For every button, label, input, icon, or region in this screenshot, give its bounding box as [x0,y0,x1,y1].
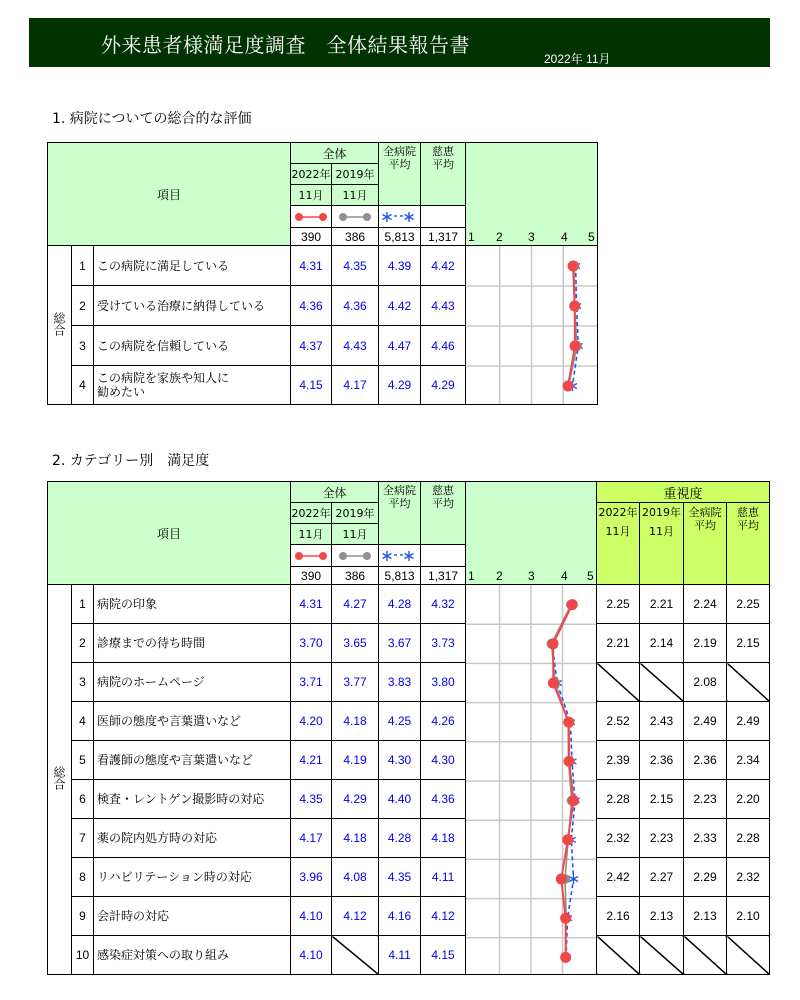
not-applicable-cell [597,936,640,975]
importance-value: 2.36 [684,741,727,780]
importance-value: 2.13 [684,897,727,936]
importance-value: 2.23 [684,780,727,819]
report-banner [29,18,770,67]
all-hospital-avg-header: 全病院 平均 [379,482,421,545]
col-2019-month: 11月 [332,524,379,545]
importance-value: 2.28 [597,780,640,819]
table-row: 3 この病院を信頼している 4.37 4.43 4.47 4.46 [48,326,598,366]
row-label: 医師の態度や言葉遣いなど [94,702,291,741]
gray-dot-line-icon [338,551,372,561]
col-2019-month: 11月 [332,185,379,206]
col-2022-month: 11月 [291,524,332,545]
row-label: 病院のホームページ [94,663,291,702]
line-chart-plot [466,585,596,975]
importance-value: 2.25 [727,585,770,624]
importance-value: 2.15 [727,624,770,663]
table-row: 4 医師の態度や言葉遣いなど 4.20 4.18 4.25 4.26 2.52 2.43 2.49 2.49 [48,702,770,741]
importance-value: 2.19 [684,624,727,663]
importance-value: 2.29 [684,858,727,897]
jikei-avg-header: 慈恵 平均 [421,143,466,206]
count-2019: 386 [332,228,379,246]
importance-value: 2.15 [640,780,684,819]
importance-header: 重視度 [597,482,770,503]
importance-value: 2.23 [640,819,684,858]
table-row: 9 会計時の対応 4.10 4.12 4.16 4.12 2.16 2.13 2.13 2.10 [48,897,770,936]
importance-value: 2.16 [597,897,640,936]
group-label: 総合 [48,585,72,975]
not-applicable-cell [640,663,684,702]
table-row: 4 この病院を家族や知人に 勧めたい 4.15 4.17 4.29 4.29 [48,366,598,405]
legend-2019 [332,545,379,567]
count-2022: 390 [291,567,332,585]
importance-value: 2.10 [727,897,770,936]
all-hospital-avg-header: 全病院 平均 [379,143,421,206]
importance-value: 2.08 [684,663,727,702]
category-chart [466,585,597,975]
table-row: 総合 1 病院の印象 4.31 4.27 4.28 4.32 2.25 2.21 2.24 2.25 [48,585,770,624]
importance-value: 2.42 [597,858,640,897]
col-2022-year: 2022年 [291,164,332,185]
importance-value: 2.49 [684,702,727,741]
row-label: リハビリテーション時の対応 [94,858,291,897]
row-label: 診療までの待ち時間 [94,624,291,663]
line-chart-plot [466,246,597,405]
importance-value: 2.13 [640,897,684,936]
chart-axis-header [466,143,598,246]
col-2019-year: 2019年 [332,503,379,524]
row-label: 病院の印象 [94,585,291,624]
col-2022-year: 2022年 [291,503,332,524]
chart-axis-header [466,482,597,585]
imp-col-all-hospital: 全病院 平均 [684,503,727,585]
row-label: 看護師の態度や言葉遣いなど [94,741,291,780]
count-2019: 386 [332,567,379,585]
row-label: 受けている治療に納得している [94,286,291,326]
not-applicable-cell [727,663,770,702]
table-row: 総合 1 この病院に満足している 4.31 4.35 4.39 4.42 [48,246,598,286]
category-satisfaction-table [47,481,770,975]
row-label: 感染症対策への取り組み [94,936,291,975]
gray-dot-line-icon [338,212,372,222]
item-header: 項目 [48,143,291,246]
satisfaction-chart [466,246,598,405]
table-row: 2 診療までの待ち時間 3.70 3.65 3.67 3.73 2.21 2.14 2.19 2.15 [48,624,770,663]
legend-jikei-empty [421,545,466,567]
importance-value: 2.32 [597,819,640,858]
row-label: 検査・レントゲン撮影時の対応 [94,780,291,819]
legend-all-hospital [379,545,421,567]
overall-header: 全体 [291,482,379,503]
imp-col-2022: 2022年 11月 [597,503,640,585]
importance-value: 2.36 [640,741,684,780]
section1-title: 1. 病院についての総合的な評価 [52,111,252,127]
count-2022: 390 [291,228,332,246]
importance-value: 2.14 [640,624,684,663]
importance-value: 2.27 [640,858,684,897]
col-2022-month: 11月 [291,185,332,206]
row-label: 薬の院内処方時の対応 [94,819,291,858]
red-dot-line-icon [294,551,328,561]
item-header: 項目 [48,482,291,585]
importance-value: 2.21 [597,624,640,663]
overall-header: 全体 [291,143,379,164]
importance-value: 2.52 [597,702,640,741]
section2-title: 2. カテゴリー別 満足度 [52,453,210,469]
table-row: 8 リハビリテーション時の対応 3.96 4.08 4.35 4.11 2.42 2.27 2.29 2.32 [48,858,770,897]
count-all-hospital: 5,813 [379,228,421,246]
importance-value: 2.28 [727,819,770,858]
row-label: この病院を信頼している [94,326,291,366]
importance-value: 2.32 [727,858,770,897]
table-row: 5 看護師の態度や言葉遣いなど 4.21 4.19 4.30 4.30 2.39 2.36 2.36 2.34 [48,741,770,780]
row-label: この病院に満足している [94,246,291,286]
importance-value: 2.21 [640,585,684,624]
blue-asterisk-dash-icon [382,211,416,223]
not-applicable-cell [597,663,640,702]
importance-value: 2.33 [684,819,727,858]
table-row: 6 検査・レントゲン撮影時の対応 4.35 4.29 4.40 4.36 2.28 2.15 2.23 2.20 [48,780,770,819]
importance-value: 2.39 [597,741,640,780]
importance-value: 2.49 [727,702,770,741]
importance-value: 2.25 [597,585,640,624]
not-applicable-cell [640,936,684,975]
not-applicable-cell [332,936,379,975]
jikei-avg-header: 慈恵 平均 [421,482,466,545]
report-title: 外来患者様満足度調査 全体結果報告書 [101,33,470,57]
not-applicable-cell [684,936,727,975]
imp-col-2019: 2019年 11月 [640,503,684,585]
importance-value: 2.24 [684,585,727,624]
not-applicable-cell [727,936,770,975]
count-all-hospital: 5,813 [379,567,421,585]
legend-2022 [291,206,332,228]
overall-evaluation-table [47,142,598,405]
legend-2022 [291,545,332,567]
table-row: 3 病院のホームページ 3.71 3.77 3.83 3.80 2.08 [48,663,770,702]
col-2019-year: 2019年 [332,164,379,185]
count-jikei: 1,317 [421,567,466,585]
table-row: 7 薬の院内処方時の対応 4.17 4.18 4.28 4.18 2.32 2.23 2.33 2.28 [48,819,770,858]
importance-value: 2.20 [727,780,770,819]
legend-jikei-empty [421,206,466,228]
axis-ticks: 1 2 3 4 5 [468,230,595,244]
importance-value: 2.43 [640,702,684,741]
table-row: 2 受けている治療に納得している 4.36 4.36 4.42 4.43 [48,286,598,326]
imp-col-jikei: 慈恵 平均 [727,503,770,585]
group-label: 総合 [48,246,72,405]
axis-ticks: 1 2 3 4 5 [468,569,594,583]
row-label: この病院を家族や知人に 勧めたい [94,366,291,405]
report-date: 2022年 11月 [544,52,611,66]
count-jikei: 1,317 [421,228,466,246]
blue-asterisk-dash-icon [382,550,416,562]
red-dot-line-icon [294,212,328,222]
legend-all-hospital [379,206,421,228]
table-row: 10 感染症対策への取り組み 4.10 4.11 4.15 [48,936,770,975]
importance-value: 2.34 [727,741,770,780]
row-label: 会計時の対応 [94,897,291,936]
legend-2019 [332,206,379,228]
